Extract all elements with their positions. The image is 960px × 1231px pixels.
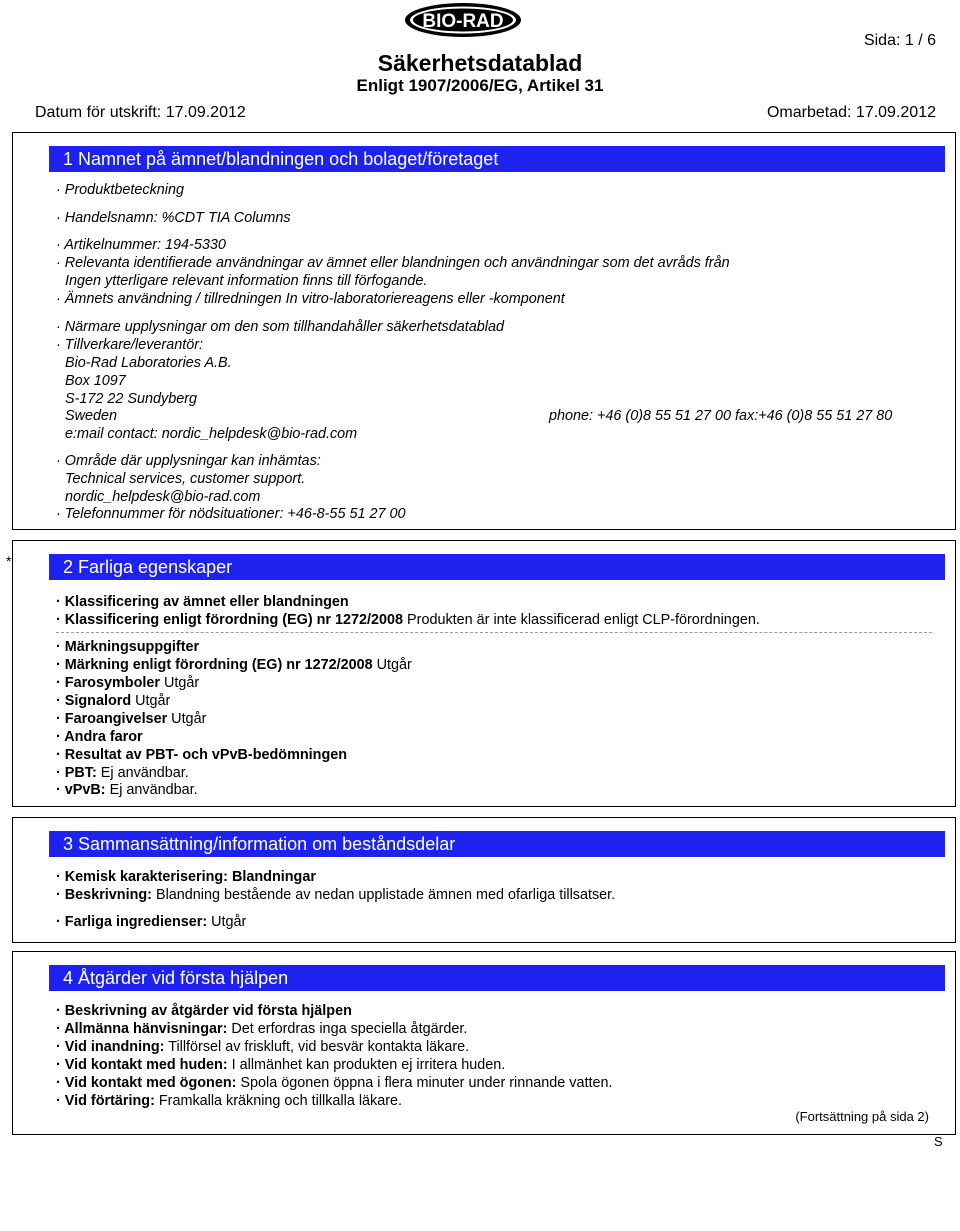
section-3 [12, 817, 956, 943]
relevant-uses-text: Ingen ytterligare relevant information finns till förfogande. [65, 273, 428, 289]
revision-marker: * [6, 553, 12, 569]
footer-mark: S [934, 1134, 943, 1149]
pbt: · PBT: Ej användbar. [56, 765, 189, 781]
print-date: Datum för utskrift: 17.09.2012 [35, 104, 246, 121]
section-3-heading: 3 Sammansättning/information om beståndsdelar [49, 831, 945, 857]
document-subtitle: Enligt 1907/2006/EG, Artikel 31 [356, 76, 604, 95]
bio-rad-logo [404, 2, 522, 38]
phone-fax: phone: +46 (0)8 55 51 27 00 fax:+46 (0)8 55 51 27 80 [549, 408, 893, 424]
relevant-uses-label: · Relevanta identifierade användningar av ämnet eller blandningen och användningar som det avråds från [56, 255, 730, 271]
signal-word: · Signalord Utgår [56, 693, 171, 709]
section-4-heading: 4 Åtgärder vid första hjälpen [49, 965, 945, 991]
divider [56, 632, 932, 633]
address-city: S-172 22 Sundyberg [65, 391, 198, 407]
section-2 [12, 540, 956, 807]
first-aid-description: · Beskrivning av åtgärder vid första hjälpen [56, 1003, 352, 1019]
page-number: Sida: 1 / 6 [863, 32, 936, 49]
supplier-details-label: · Närmare upplysningar om den som tillhandahåller säkerhetsdatablad [56, 319, 504, 335]
skin-contact: · Vid kontakt med huden: I allmänhet kan produkten ej irritera huden. [56, 1057, 506, 1073]
document-title: Säkerhetsdatablad [377, 50, 583, 76]
eye-contact: · Vid kontakt med ögonen: Spola ögonen öppna i flera minuter under rinnande vatten. [56, 1075, 613, 1091]
section-2-heading: 2 Farliga egenskaper [49, 554, 945, 580]
classification-label: · Klassificering av ämnet eller blandningen [56, 594, 349, 610]
article-number: · Artikelnummer: 194-5330 [56, 237, 226, 253]
emergency-phone: · Telefonnummer för nödsituationer: +46-8-55 51 27 00 [56, 506, 406, 522]
product-identifier-label: · Produktbeteckning [56, 182, 184, 198]
clp-labelling: · Märkning enligt förordning (EG) nr 1272/2008 Utgår [56, 657, 412, 673]
pbt-vpvb-assessment: · Resultat av PBT- och vPvB-bedömningen [56, 747, 348, 763]
section-4 [12, 951, 956, 1135]
info-area-text: Technical services, customer support. [65, 471, 306, 487]
company-name: Bio-Rad Laboratories A.B. [65, 355, 232, 371]
trade-name: · Handelsnamn: %CDT TIA Columns [56, 210, 291, 226]
svg-text:BIO-RAD: BIO-RAD [422, 11, 504, 32]
hazard-statements: · Faroangivelser Utgår [56, 711, 207, 727]
label-elements: · Märkningsuppgifter [56, 639, 200, 655]
hazard-pictograms: · Farosymboler Utgår [56, 675, 200, 691]
chemical-characterization: · Kemisk karakterisering: Blandningar [56, 869, 316, 885]
info-area-label: · Område där upplysningar kan inhämtas: [56, 453, 321, 469]
email-contact: e:mail contact: nordic_helpdesk@bio-rad.com [65, 426, 358, 442]
section-1 [12, 132, 956, 530]
substance-use: · Ämnets användning / tillredningen In vitro-laboratoriereagens eller -komponent [56, 291, 565, 307]
continued-note: (Fortsättning på sida 2) [795, 1109, 929, 1124]
address-country: Sweden [65, 408, 118, 424]
clp-classification: · Klassificering enligt förordning (EG) nr 1272/2008 Produkten är inte klassificerad enligt CLP-förordningen. [56, 612, 760, 628]
section-1-heading: 1 Namnet på ämnet/blandningen och bolaget/företaget [49, 146, 945, 172]
inhalation: · Vid inandning: Tillförsel av friskluft, vid besvär kontakta läkare. [56, 1039, 470, 1055]
general-notes: · Allmänna hänvisningar: Det erfordras inga speciella åtgärder. [56, 1021, 468, 1037]
other-hazards: · Andra faror [56, 729, 143, 745]
revision-date: Omarbetad: 17.09.2012 [766, 104, 936, 121]
description: · Beskrivning: Blandning bestående av nedan upplistade ämnen med ofarliga tillsatser. [56, 887, 616, 903]
vpvb: · vPvB: Ej användbar. [56, 782, 198, 798]
address-box: Box 1097 [65, 373, 126, 389]
hazardous-ingredients: · Farliga ingredienser: Utgår [56, 914, 247, 930]
manufacturer-label: · Tillverkare/leverantör: [56, 337, 204, 353]
ingestion: · Vid förtäring: Framkalla kräkning och tillkalla läkare. [56, 1093, 403, 1109]
info-area-email: nordic_helpdesk@bio-rad.com [65, 489, 261, 505]
